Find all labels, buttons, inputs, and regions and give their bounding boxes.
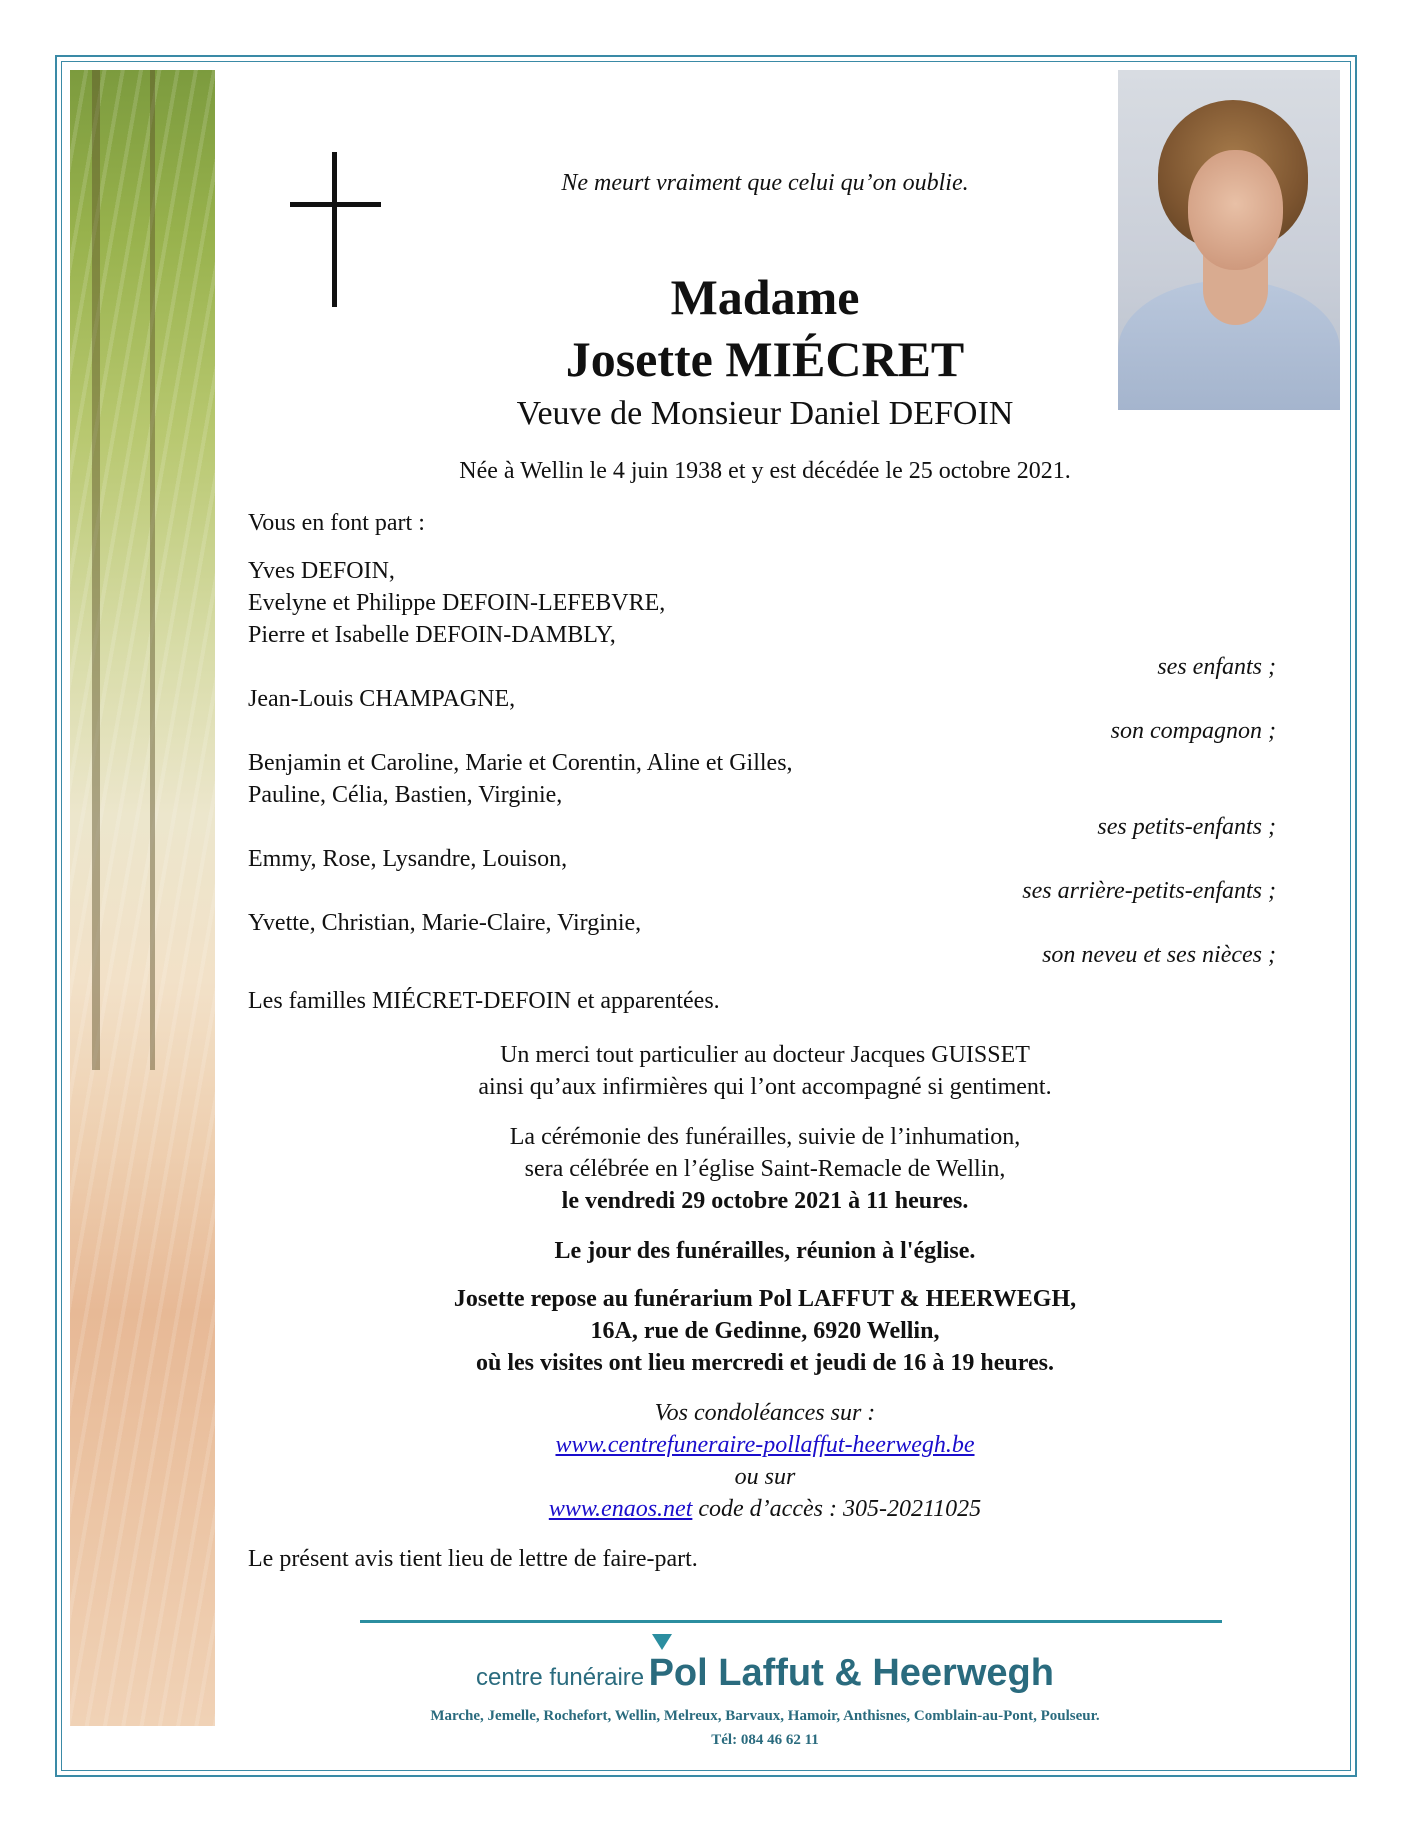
announce-intro: Vous en font part : <box>248 510 425 536</box>
footer-brand: Pol Laffut & Heerwegh <box>648 1652 1054 1694</box>
child-1: Yves DEFOIN, <box>248 558 395 584</box>
condolences-link-2[interactable]: www.enaos.net <box>548 1496 693 1522</box>
grandchildren-label: ses petits-enfants ; <box>1097 814 1276 840</box>
portrait-face <box>1188 150 1283 270</box>
meeting-line: Le jour des funérailles, réunion à l'église. <box>554 1238 976 1264</box>
companion-label: son compagnon ; <box>1110 718 1276 744</box>
rest-line-2: 16A, rue de Gedinne, 6920 Wellin, <box>590 1318 940 1344</box>
grandchildren-1: Benjamin et Caroline, Marie et Corentin, Aline et Gilles, <box>248 750 793 776</box>
tree-trunk <box>92 70 100 1070</box>
cross-icon-bar <box>290 202 381 207</box>
ceremony-line-1: La cérémonie des funérailles, suivie de l’inhumation, <box>509 1124 1021 1150</box>
condolences-link1-row <box>215 1432 1315 1459</box>
great-grandchildren-label: ses arrière-petits-enfants ; <box>1022 878 1276 904</box>
footer-prefix: centre funéraire <box>476 1664 645 1691</box>
epigraph: Ne meurt vraiment que celui qu’on oublie. <box>561 170 969 196</box>
children-label: ses enfants ; <box>1157 654 1276 680</box>
nephews-label: son neveu et ses nièces ; <box>1042 942 1276 968</box>
footer-triangle-icon <box>652 1634 672 1650</box>
thanks-line-1: Un merci tout particulier au docteur Jacques GUISSET <box>500 1042 1030 1068</box>
companion: Jean-Louis CHAMPAGNE, <box>248 686 516 712</box>
child-3: Pierre et Isabelle DEFOIN-DAMBLY, <box>248 622 616 648</box>
tree-trunk <box>150 70 155 1070</box>
footer-locations: Marche, Jemelle, Rochefort, Wellin, Melreux, Barvaux, Hamoir, Anthisnes, Comblain-au-Pont, Poulseur. <box>430 1708 1100 1724</box>
families-line: Les familles MIÉCRET-DEFOIN et apparentées. <box>248 988 720 1014</box>
closing-line: Le présent avis tient lieu de lettre de faire-part. <box>248 1546 698 1572</box>
footer-divider <box>360 1620 1222 1623</box>
child-2: Evelyne et Philippe DEFOIN-LEFEBVRE, <box>248 590 666 616</box>
rest-line-1: Josette repose au funérarium Pol LAFFUT & HEERWEGH, <box>453 1286 1077 1312</box>
grandchildren-2: Pauline, Célia, Bastien, Virginie, <box>248 782 563 808</box>
ceremony-line-2: sera célébrée en l’église Saint-Remacle de Wellin, <box>524 1156 1006 1182</box>
deceased-name: Josette MIÉCRET <box>565 331 965 387</box>
title: Madame <box>670 269 860 325</box>
condolences-link2-row <box>215 1496 1315 1523</box>
thanks-line-2: ainsi qu’aux infirmières qui l’ont accompagné si gentiment. <box>478 1074 1052 1100</box>
great-grandchildren: Emmy, Rose, Lysandre, Louison, <box>248 846 568 872</box>
nephews: Yvette, Christian, Marie-Claire, Virginie, <box>248 910 642 936</box>
footer-phone: Tél: 084 46 62 11 <box>711 1732 819 1748</box>
birth-death: Née à Wellin le 4 juin 1938 et y est décédée le 25 octobre 2021. <box>459 458 1071 484</box>
condolences-intro: Vos condoléances sur : <box>654 1400 876 1426</box>
rest-line-3: où les visites ont lieu mercredi et jeudi de 16 à 19 heures. <box>476 1350 1054 1376</box>
condolences-link-1[interactable]: www.centrefuneraire-pollaffut-heerwegh.be <box>555 1432 975 1458</box>
widow-line: Veuve de Monsieur Daniel DEFOIN <box>516 395 1014 432</box>
ceremony-date: le vendredi 29 octobre 2021 à 11 heures. <box>561 1188 969 1214</box>
footer-brand-row <box>215 1652 1315 1695</box>
condolences-or: ou sur <box>734 1464 796 1490</box>
access-code: code d’accès : 305-20211025 <box>698 1496 982 1522</box>
